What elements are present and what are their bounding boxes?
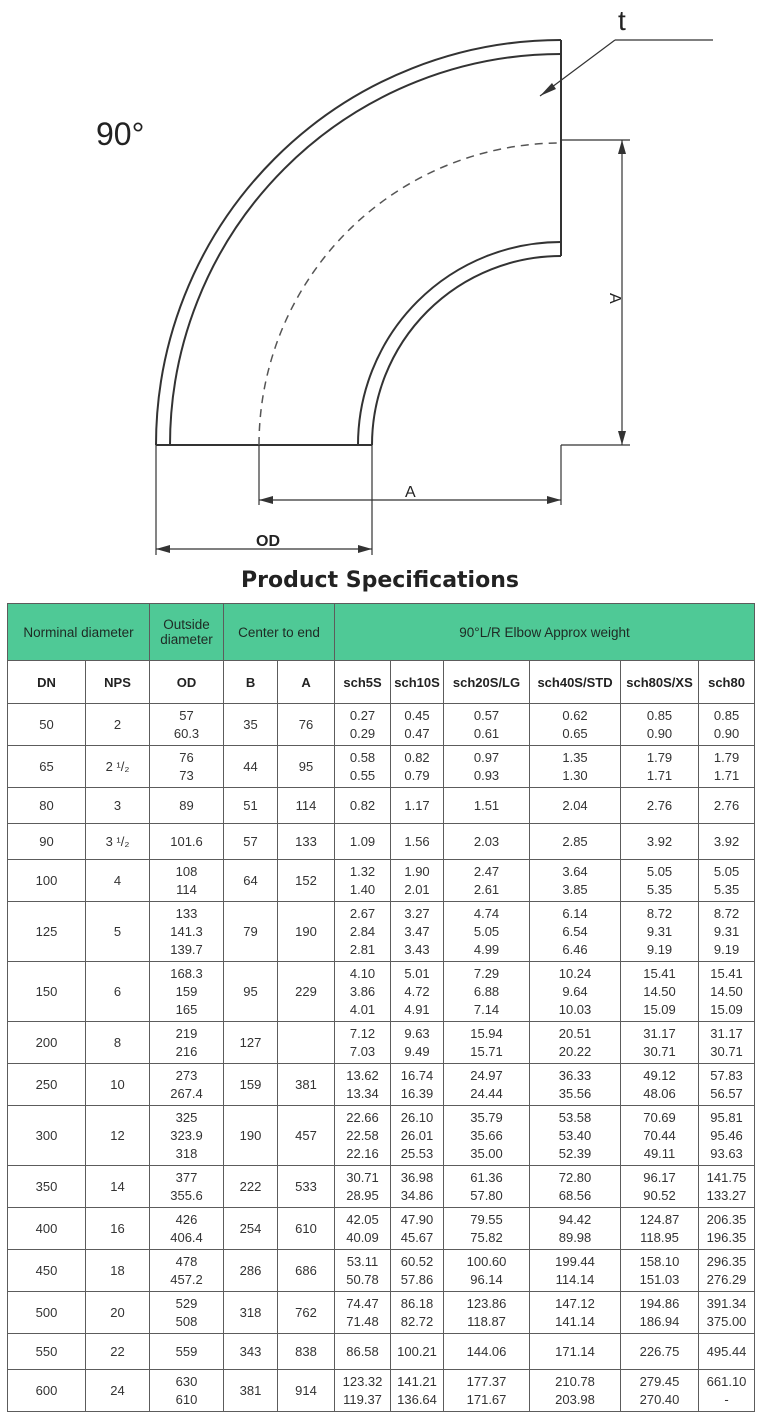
table-cell: 5.05 5.35 (621, 860, 699, 902)
spec-table (7, 603, 755, 1412)
table-cell: 15.94 15.71 (444, 1022, 530, 1064)
table-cell: 74.47 71.48 (335, 1292, 391, 1334)
column-header-od: OD (150, 661, 224, 704)
table-cell: 31.17 30.71 (699, 1022, 755, 1064)
table-row (8, 788, 755, 824)
table-cell (278, 1022, 335, 1064)
table-cell: 2.47 2.61 (444, 860, 530, 902)
table-cell: 381 (224, 1370, 278, 1412)
elbow-outer-arc-inner (170, 54, 561, 445)
table-cell: 8.72 9.31 9.19 (699, 902, 755, 962)
column-header-sch80: sch80 (699, 661, 755, 704)
table-cell: 133 (278, 824, 335, 860)
table-row (8, 824, 755, 860)
thickness-label: t (618, 5, 626, 36)
table-cell: 158.10 151.03 (621, 1250, 699, 1292)
table-cell: 95 (278, 746, 335, 788)
header-nominal-diameter: Norminal diameter (8, 604, 150, 661)
header-center-to-end: Center to end (224, 604, 335, 661)
table-cell: 15.41 14.50 15.09 (699, 962, 755, 1022)
table-cell: 0.85 0.90 (699, 704, 755, 746)
table-cell: 6.14 6.54 6.46 (530, 902, 621, 962)
table-cell: 20.51 20.22 (530, 1022, 621, 1064)
table-cell: 0.45 0.47 (391, 704, 444, 746)
table-cell: 86.58 (335, 1334, 391, 1370)
table-cell: 2 (86, 704, 150, 746)
table-cell: 125 (8, 902, 86, 962)
table-cell: 16 (86, 1208, 150, 1250)
table-cell: 10.24 9.64 10.03 (530, 962, 621, 1022)
table-cell: 343 (224, 1334, 278, 1370)
table-cell: 5 (86, 902, 150, 962)
header-approx-weight: 90°L/R Elbow Approx weight (335, 604, 755, 661)
table-cell: 147.12 141.14 (530, 1292, 621, 1334)
table-cell: 286 (224, 1250, 278, 1292)
table-cell: 0.62 0.65 (530, 704, 621, 746)
elbow-outer-arc (156, 40, 561, 445)
table-cell: 661.10 - (699, 1370, 755, 1412)
column-header-b: B (224, 661, 278, 704)
table-cell: 1.79 1.71 (699, 746, 755, 788)
table-cell: 1.79 1.71 (621, 746, 699, 788)
table-cell: 1.51 (444, 788, 530, 824)
table-cell: 152 (278, 860, 335, 902)
table-cell: 22 (86, 1334, 150, 1370)
table-cell: 254 (224, 1208, 278, 1250)
table-cell: 22.66 22.58 22.16 (335, 1106, 391, 1166)
table-cell: 478 457.2 (150, 1250, 224, 1292)
table-cell: 86.18 82.72 (391, 1292, 444, 1334)
table-cell: 194.86 186.94 (621, 1292, 699, 1334)
table-cell: 296.35 276.29 (699, 1250, 755, 1292)
table-cell: 133 141.3 139.7 (150, 902, 224, 962)
table-row (8, 1208, 755, 1250)
table-cell: 64 (224, 860, 278, 902)
elbow-inner-arc-inner (372, 256, 561, 445)
table-cell: 57.83 56.57 (699, 1064, 755, 1106)
table-cell: 279.45 270.40 (621, 1370, 699, 1412)
table-cell: 7.12 7.03 (335, 1022, 391, 1064)
table-cell: 53.11 50.78 (335, 1250, 391, 1292)
table-cell: 1.17 (391, 788, 444, 824)
table-cell: 141.21 136.64 (391, 1370, 444, 1412)
table-cell: 57 (224, 824, 278, 860)
table-cell: 630 610 (150, 1370, 224, 1412)
table-cell: 177.37 171.67 (444, 1370, 530, 1412)
table-cell: 76 (278, 704, 335, 746)
table-cell: 24 (86, 1370, 150, 1412)
table-cell: 3.92 (699, 824, 755, 860)
table-cell: 4.74 5.05 4.99 (444, 902, 530, 962)
table-cell: 2.67 2.84 2.81 (335, 902, 391, 962)
table-cell: 15.41 14.50 15.09 (621, 962, 699, 1022)
table-row (8, 704, 755, 746)
table-cell: 16.74 16.39 (391, 1064, 444, 1106)
table-row (8, 1292, 755, 1334)
table-cell: 3.92 (621, 824, 699, 860)
table-cell: 26.10 26.01 25.53 (391, 1106, 444, 1166)
table-cell: 0.27 0.29 (335, 704, 391, 746)
column-header-dn: DN (8, 661, 86, 704)
table-cell: 5.05 5.35 (699, 860, 755, 902)
table-cell: 14 (86, 1166, 150, 1208)
table-cell: 65 (8, 746, 86, 788)
table-cell: 171.14 (530, 1334, 621, 1370)
table-cell: 318 (224, 1292, 278, 1334)
table-cell: 44 (224, 746, 278, 788)
table-cell: 1.35 1.30 (530, 746, 621, 788)
table-cell: 1.32 1.40 (335, 860, 391, 902)
table-row (8, 1022, 755, 1064)
table-cell: 457 (278, 1106, 335, 1166)
column-header-sch10s: sch10S (391, 661, 444, 704)
table-cell: 61.36 57.80 (444, 1166, 530, 1208)
table-cell: 199.44 114.14 (530, 1250, 621, 1292)
table-cell: 13.62 13.34 (335, 1064, 391, 1106)
table-row (8, 1064, 755, 1106)
table-cell: 226.75 (621, 1334, 699, 1370)
table-cell: 2.76 (699, 788, 755, 824)
table-cell: 79.55 75.82 (444, 1208, 530, 1250)
table-cell: 100 (8, 860, 86, 902)
table-row (8, 860, 755, 902)
center-line-arc (259, 143, 561, 445)
table-cell: 49.12 48.06 (621, 1064, 699, 1106)
page-title: Product Specifications (241, 568, 519, 593)
table-cell: 533 (278, 1166, 335, 1208)
table-cell: 1.90 2.01 (391, 860, 444, 902)
table-cell: 3 ¹/₂ (86, 824, 150, 860)
table-cell: 381 (278, 1064, 335, 1106)
elbow-inner-arc (358, 242, 561, 445)
table-cell: 0.58 0.55 (335, 746, 391, 788)
table-cell: 101.6 (150, 824, 224, 860)
table-cell: 273 267.4 (150, 1064, 224, 1106)
table-cell: 42.05 40.09 (335, 1208, 391, 1250)
table-cell: 200 (8, 1022, 86, 1064)
table-cell: 76 73 (150, 746, 224, 788)
table-row (8, 1334, 755, 1370)
table-cell: 400 (8, 1208, 86, 1250)
table-cell: 229 (278, 962, 335, 1022)
table-cell: 90 (8, 824, 86, 860)
table-cell: 127 (224, 1022, 278, 1064)
table-cell: 3.64 3.85 (530, 860, 621, 902)
table-cell: 0.97 0.93 (444, 746, 530, 788)
table-cell: 495.44 (699, 1334, 755, 1370)
table-cell: 500 (8, 1292, 86, 1334)
table-cell: 0.57 0.61 (444, 704, 530, 746)
table-cell: 50 (8, 704, 86, 746)
table-cell: 35.79 35.66 35.00 (444, 1106, 530, 1166)
table-cell: 108 114 (150, 860, 224, 902)
table-cell: 206.35 196.35 (699, 1208, 755, 1250)
column-header-sch20s-lg: sch20S/LG (444, 661, 530, 704)
table-cell: 47.90 45.67 (391, 1208, 444, 1250)
table-cell: 190 (278, 902, 335, 962)
table-cell: 100.21 (391, 1334, 444, 1370)
table-cell: 96.17 90.52 (621, 1166, 699, 1208)
table-cell: 450 (8, 1250, 86, 1292)
table-row (8, 746, 755, 788)
column-header-nps: NPS (86, 661, 150, 704)
table-cell: 529 508 (150, 1292, 224, 1334)
table-cell: 57 60.3 (150, 704, 224, 746)
table-cell: 159 (224, 1064, 278, 1106)
header-outside-diameter: Outside diameter (150, 604, 224, 661)
table-cell: 600 (8, 1370, 86, 1412)
table-cell: 2.04 (530, 788, 621, 824)
column-header-sch80s-xs: sch80S/XS (621, 661, 699, 704)
table-cell: 8.72 9.31 9.19 (621, 902, 699, 962)
table-cell: 141.75 133.27 (699, 1166, 755, 1208)
table-cell: 190 (224, 1106, 278, 1166)
table-cell: 114 (278, 788, 335, 824)
table-cell: 250 (8, 1064, 86, 1106)
table-cell: 686 (278, 1250, 335, 1292)
table-cell: 3 (86, 788, 150, 824)
table-cell: 2.03 (444, 824, 530, 860)
table-cell: 80 (8, 788, 86, 824)
table-cell: 5.01 4.72 4.91 (391, 962, 444, 1022)
table-cell: 30.71 28.95 (335, 1166, 391, 1208)
table-cell: 1.56 (391, 824, 444, 860)
table-cell: 838 (278, 1334, 335, 1370)
table-row (8, 962, 755, 1022)
elbow-drawing (0, 0, 760, 565)
table-cell: 95.81 95.46 93.63 (699, 1106, 755, 1166)
table-cell: 426 406.4 (150, 1208, 224, 1250)
column-header-sch40s-std: sch40S/STD (530, 661, 621, 704)
table-cell: 36.33 35.56 (530, 1064, 621, 1106)
table-cell: 350 (8, 1166, 86, 1208)
table-cell: 2 ¹/₂ (86, 746, 150, 788)
table-cell: 18 (86, 1250, 150, 1292)
table-cell: 100.60 96.14 (444, 1250, 530, 1292)
table-cell: 0.82 (335, 788, 391, 824)
table-row (8, 1250, 755, 1292)
table-cell: 0.82 0.79 (391, 746, 444, 788)
table-cell: 94.42 89.98 (530, 1208, 621, 1250)
dim-od-label: OD (256, 533, 280, 550)
table-cell: 1.09 (335, 824, 391, 860)
table-cell: 762 (278, 1292, 335, 1334)
table-cell: 4 (86, 860, 150, 902)
table-row (8, 1370, 755, 1412)
table-cell: 150 (8, 962, 86, 1022)
table-cell: 53.58 53.40 52.39 (530, 1106, 621, 1166)
table-cell: 4.10 3.86 4.01 (335, 962, 391, 1022)
table-cell: 9.63 9.49 (391, 1022, 444, 1064)
table-cell: 10 (86, 1064, 150, 1106)
table-cell: 6 (86, 962, 150, 1022)
table-cell: 610 (278, 1208, 335, 1250)
dim-a-vertical-label: A (606, 293, 623, 304)
table-cell: 2.76 (621, 788, 699, 824)
table-cell: 60.52 57.86 (391, 1250, 444, 1292)
table-cell: 51 (224, 788, 278, 824)
table-cell: 2.85 (530, 824, 621, 860)
table-cell: 20 (86, 1292, 150, 1334)
table-cell: 124.87 118.95 (621, 1208, 699, 1250)
table-cell: 8 (86, 1022, 150, 1064)
column-header-a: A (278, 661, 335, 704)
table-row (8, 1106, 755, 1166)
table-cell: 79 (224, 902, 278, 962)
table-cell: 300 (8, 1106, 86, 1166)
table-cell: 219 216 (150, 1022, 224, 1064)
table-cell: 24.97 24.44 (444, 1064, 530, 1106)
table-row (8, 902, 755, 962)
table-cell: 391.34 375.00 (699, 1292, 755, 1334)
table-cell: 550 (8, 1334, 86, 1370)
table-cell: 144.06 (444, 1334, 530, 1370)
table-cell: 377 355.6 (150, 1166, 224, 1208)
table-cell: 31.17 30.71 (621, 1022, 699, 1064)
table-cell: 210.78 203.98 (530, 1370, 621, 1412)
table-cell: 914 (278, 1370, 335, 1412)
table-cell: 0.85 0.90 (621, 704, 699, 746)
table-cell: 123.86 118.87 (444, 1292, 530, 1334)
table-cell: 3.27 3.47 3.43 (391, 902, 444, 962)
column-header-sch5s: sch5S (335, 661, 391, 704)
table-cell: 89 (150, 788, 224, 824)
table-row (8, 1166, 755, 1208)
dim-a-horizontal-label: A (405, 484, 416, 501)
table-cell: 325 323.9 318 (150, 1106, 224, 1166)
table-cell: 7.29 6.88 7.14 (444, 962, 530, 1022)
angle-label: 90° (96, 116, 145, 152)
table-cell: 559 (150, 1334, 224, 1370)
table-cell: 222 (224, 1166, 278, 1208)
table-cell: 123.32 119.37 (335, 1370, 391, 1412)
table-cell: 70.69 70.44 49.11 (621, 1106, 699, 1166)
table-cell: 72.80 68.56 (530, 1166, 621, 1208)
table-cell: 35 (224, 704, 278, 746)
table-cell: 36.98 34.86 (391, 1166, 444, 1208)
table-cell: 168.3 159 165 (150, 962, 224, 1022)
table-cell: 95 (224, 962, 278, 1022)
table-cell: 12 (86, 1106, 150, 1166)
